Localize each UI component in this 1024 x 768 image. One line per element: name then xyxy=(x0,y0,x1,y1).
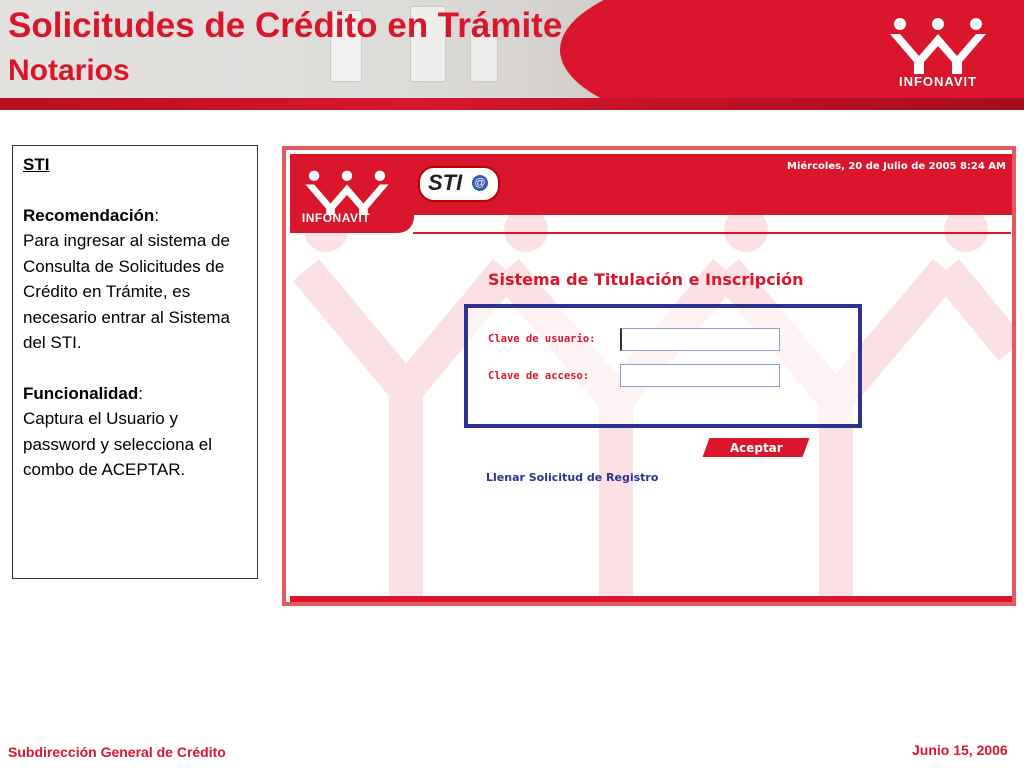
functionality-colon: : xyxy=(138,383,143,403)
functionality-heading xyxy=(23,381,249,407)
functionality-label: Funcionalidad xyxy=(23,383,139,403)
spacer xyxy=(23,178,249,203)
footer-department: Subdirección General de Crédito xyxy=(8,744,226,760)
footer-date: Junio 15, 2006 xyxy=(912,742,1008,758)
sti-divider xyxy=(413,232,1011,234)
recommendation-colon: : xyxy=(154,205,160,225)
infonavit-logo-icon xyxy=(886,16,990,74)
slide-header xyxy=(0,0,1024,110)
recommendation-label: Recomendación xyxy=(23,205,155,225)
notes-panel xyxy=(12,145,258,579)
functionality-text: Captura el Usuario y password y selecciona el combo de ACEPTAR. xyxy=(23,409,212,479)
header-band xyxy=(0,98,1024,110)
at-icon: @ xyxy=(472,175,488,191)
password-label: Clave de acceso: xyxy=(488,370,590,382)
register-request-link[interactable]: Llenar Solicitud de Registro xyxy=(486,471,659,484)
sti-footer-bar xyxy=(290,596,1012,602)
sti-logo-text: INFONAVIT xyxy=(301,211,371,225)
infonavit-logo-text: INFONAVIT xyxy=(898,74,978,89)
sti-date: Miércoles, 20 de Julio de 2005 8:24 AM xyxy=(787,161,1006,172)
recommendation-text: Para ingresar al sistema de Consulta de Solicitudes de Crédito en Trámite, es necesario entrar al Sistema del STI. xyxy=(23,231,230,352)
spacer xyxy=(23,356,249,381)
slide-title: Solicitudes de Crédito en Trámite xyxy=(8,6,563,45)
login-form xyxy=(464,304,862,428)
password-input[interactable] xyxy=(620,364,780,387)
sti-badge xyxy=(418,166,500,202)
sti-badge-text: STI xyxy=(428,170,463,195)
sti-header-tab xyxy=(290,211,414,233)
notes-heading: STI xyxy=(23,155,50,174)
accept-button-label: Aceptar xyxy=(729,440,783,455)
slide-subtitle: Notarios xyxy=(8,54,130,87)
sti-page-heading: Sistema de Titulación e Inscripción xyxy=(488,270,804,289)
infonavit-logo xyxy=(886,16,990,90)
username-label: Clave de usuario: xyxy=(488,333,596,345)
sti-header-bar xyxy=(290,154,1012,215)
recommendation-heading xyxy=(23,203,249,229)
username-input[interactable] xyxy=(620,328,780,351)
sti-login-screenshot xyxy=(282,146,1016,606)
accept-button[interactable] xyxy=(703,438,810,457)
